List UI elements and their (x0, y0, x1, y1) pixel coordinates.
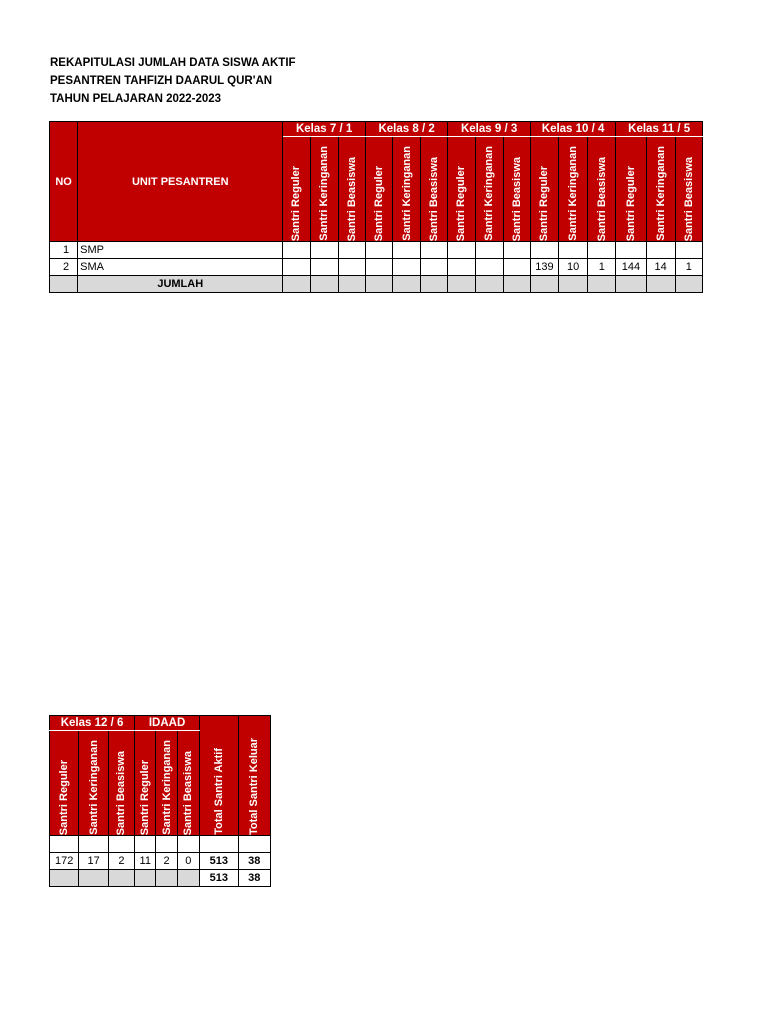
student-recap-table-continued (49, 715, 271, 887)
data-cell: 144 (616, 259, 646, 276)
table-row (50, 836, 271, 853)
empty-cell (421, 276, 448, 293)
data-cell (421, 259, 448, 276)
total-aktif-cell: 513 (200, 853, 239, 870)
row-number: 1 (50, 242, 78, 259)
main-table-subheader: Santri Keringanan (559, 137, 588, 242)
second-table-subheader: Santri Reguler (135, 731, 156, 836)
second-table-subheader: Santri Keringanan (79, 731, 108, 836)
empty-cell (530, 276, 558, 293)
main-table-subheader: Santri Keringanan (475, 137, 503, 242)
empty-cell (503, 276, 530, 293)
data-cell (421, 242, 448, 259)
main-table-subheader: Santri Keringanan (646, 137, 675, 242)
group-header-kelas-11: Kelas 11 / 5 (616, 122, 703, 137)
grand-total-aktif: 513 (200, 870, 239, 887)
empty-cell (50, 870, 79, 887)
empty-cell (310, 276, 338, 293)
empty-cell (588, 276, 616, 293)
data-cell (200, 836, 239, 853)
data-cell (503, 259, 530, 276)
data-cell (393, 259, 421, 276)
data-cell (283, 259, 310, 276)
data-cell (365, 242, 392, 259)
main-table-subheader: Santri Reguler (283, 137, 310, 242)
main-table-subheader: Santri Beasiswa (588, 137, 616, 242)
data-cell: 14 (646, 259, 675, 276)
grand-total-keluar: 38 (238, 870, 270, 887)
data-cell (448, 259, 475, 276)
table-row (50, 242, 703, 259)
empty-cell (393, 276, 421, 293)
data-cell (393, 242, 421, 259)
data-cell (365, 259, 392, 276)
data-cell (675, 242, 702, 259)
data-cell (559, 242, 588, 259)
student-recap-table (49, 121, 703, 293)
total-santri-aktif-header: Total Santri Aktif (200, 716, 239, 836)
empty-cell (675, 276, 702, 293)
empty-cell (177, 870, 199, 887)
total-row (50, 276, 703, 293)
data-cell: 2 (156, 853, 177, 870)
empty-cell (79, 870, 108, 887)
main-table-subheader: Santri Reguler (448, 137, 475, 242)
data-cell (177, 836, 199, 853)
unit-header: UNIT PESANTREN (78, 122, 283, 242)
total-row (50, 870, 271, 887)
data-cell (50, 836, 79, 853)
total-label: JUMLAH (78, 276, 283, 293)
main-table-subheader: Santri Keringanan (310, 137, 338, 242)
empty-cell (475, 276, 503, 293)
data-cell: 0 (177, 853, 199, 870)
main-table-subheader: Santri Beasiswa (675, 137, 702, 242)
unit-name: SMA (78, 259, 283, 276)
group-header-kelas-8: Kelas 8 / 2 (365, 122, 448, 137)
data-cell (616, 242, 646, 259)
empty-cell (108, 870, 134, 887)
report-title-block (50, 54, 296, 108)
data-cell (588, 242, 616, 259)
table-row (50, 259, 703, 276)
main-table-subheader: Santri Beasiswa (421, 137, 448, 242)
data-cell: 1 (588, 259, 616, 276)
group-header-kelas-7: Kelas 7 / 1 (283, 122, 366, 137)
data-cell (108, 836, 134, 853)
total-keluar-cell: 38 (238, 853, 270, 870)
main-table-subheader: Santri Beasiswa (503, 137, 530, 242)
data-cell (238, 836, 270, 853)
main-table-subheader: Santri Reguler (616, 137, 646, 242)
group-header-kelas-10: Kelas 10 / 4 (530, 122, 615, 137)
data-cell (156, 836, 177, 853)
data-cell (475, 259, 503, 276)
empty-cell (616, 276, 646, 293)
second-table-subheader: Santri Beasiswa (177, 731, 199, 836)
data-cell: 1 (675, 259, 702, 276)
empty-cell (156, 870, 177, 887)
total-santri-keluar-header: Total Santri Keluar (238, 716, 270, 836)
row-number: 2 (50, 259, 78, 276)
data-cell (79, 836, 108, 853)
data-cell (503, 242, 530, 259)
second-table-subheader: Santri Beasiswa (108, 731, 134, 836)
data-cell: 2 (108, 853, 134, 870)
data-cell: 139 (530, 259, 558, 276)
main-table-subheader: Santri Reguler (365, 137, 392, 242)
table-row (50, 853, 271, 870)
data-cell: 17 (79, 853, 108, 870)
data-cell (475, 242, 503, 259)
data-cell: 172 (50, 853, 79, 870)
group-header-kelas-12: Kelas 12 / 6 (50, 716, 135, 731)
group-header-idaad: IDAAD (135, 716, 200, 731)
main-table-subheader: Santri Reguler (530, 137, 558, 242)
report-title-line-3: TAHUN PELAJARAN 2022-2023 (50, 93, 222, 105)
data-cell (310, 242, 338, 259)
data-cell (448, 242, 475, 259)
data-cell (310, 259, 338, 276)
data-cell (338, 242, 365, 259)
empty-cell (365, 276, 392, 293)
main-table-subheader: Santri Keringanan (393, 137, 421, 242)
group-header-kelas-9: Kelas 9 / 3 (448, 122, 531, 137)
second-table-subheader: Santri Reguler (50, 731, 79, 836)
empty-cell (50, 276, 78, 293)
empty-cell (559, 276, 588, 293)
report-title-line-2: PESANTREN TAHFIZH DAARUL QUR'AN (50, 75, 273, 87)
data-cell (530, 242, 558, 259)
data-cell (135, 836, 156, 853)
main-table-subheader: Santri Beasiswa (338, 137, 365, 242)
data-cell: 11 (135, 853, 156, 870)
empty-cell (646, 276, 675, 293)
second-table-subheader: Santri Keringanan (156, 731, 177, 836)
empty-cell (283, 276, 310, 293)
no-header: NO (50, 122, 78, 242)
report-title-line-1: REKAPITULASI JUMLAH DATA SISWA AKTIF (50, 57, 296, 69)
data-cell (283, 242, 310, 259)
empty-cell (338, 276, 365, 293)
data-cell (646, 242, 675, 259)
unit-name: SMP (78, 242, 283, 259)
data-cell: 10 (559, 259, 588, 276)
empty-cell (448, 276, 475, 293)
empty-cell (135, 870, 156, 887)
data-cell (338, 259, 365, 276)
